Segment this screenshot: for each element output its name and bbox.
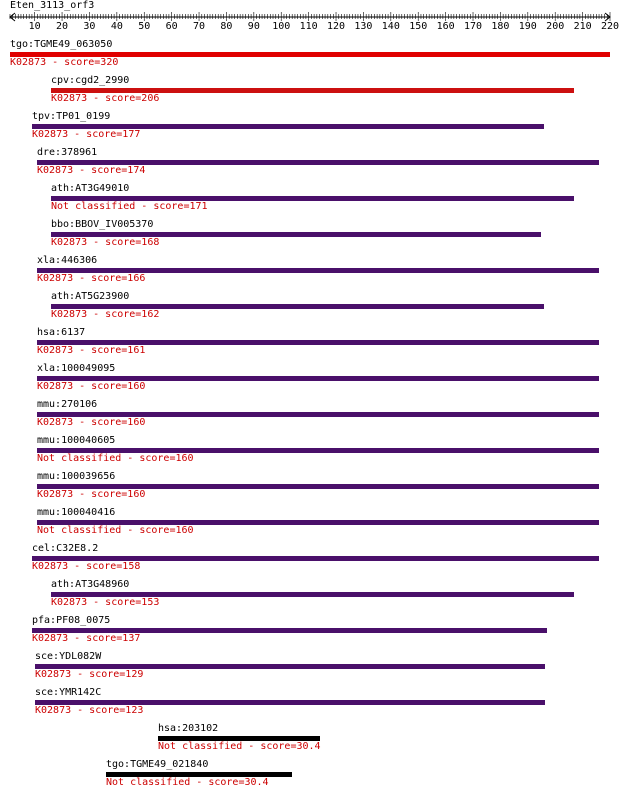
ruler-tick-label: 180 [491,21,510,32]
hit-name-link[interactable]: ath:AT3G48960 [51,579,130,590]
hit-name-link[interactable]: pfa:PF08_0075 [32,615,111,626]
hit-annotation-link[interactable]: K02873 - score=123 [35,705,144,716]
hit-annotation-link[interactable]: Not classified - score=30.4 [158,741,321,752]
hit-annotation-link[interactable]: K02873 - score=320 [10,57,119,68]
hit-name-link[interactable]: sce:YDL082W [35,651,102,662]
hit-annotation-link[interactable]: K02873 - score=153 [51,597,160,608]
hit-name-link[interactable]: cel:C32E8.2 [32,543,99,554]
hit-name-link[interactable]: mmu:100040605 [37,435,116,446]
hit-name-link[interactable]: mmu:270106 [37,399,98,410]
hit-annotation-link[interactable]: K02873 - score=160 [37,381,146,392]
ruler-tick-label: 120 [326,21,346,32]
ruler-tick-label: 50 [138,21,151,32]
ruler-tick-label: 160 [436,21,455,32]
ruler-tick-label: 30 [83,21,96,32]
query-name: Eten_3113_orf3 [10,0,95,11]
ruler-tick-label: 100 [272,21,291,32]
ruler-tick-label: 60 [165,21,178,32]
hit-name-link[interactable]: hsa:203102 [158,723,219,734]
hit-name-link[interactable]: tgo:TGME49_063050 [10,39,113,50]
ruler-tick-label: 200 [546,21,565,32]
ruler-tick-label: 130 [354,21,373,32]
hit-name-link[interactable]: xla:446306 [37,255,98,266]
hit-annotation-link[interactable]: K02873 - score=206 [51,93,160,104]
ruler-tick-label: 40 [110,21,123,32]
ruler-tick-label: 10 [28,21,41,32]
hit-annotation-link[interactable]: Not classified - score=160 [37,453,194,464]
hit-annotation-link[interactable]: Not classified - score=171 [51,201,208,212]
hit-name-link[interactable]: hsa:6137 [37,327,86,338]
hit-annotation-link[interactable]: K02873 - score=168 [51,237,160,248]
hit-annotation-link[interactable]: K02873 - score=174 [37,165,146,176]
hit-name-link[interactable]: xla:100049095 [37,363,116,374]
ruler-tick-label: 170 [463,21,483,32]
ruler-tick-label: 110 [299,21,318,32]
hit-name-link[interactable]: dre:378961 [37,147,98,158]
hit-annotation-link[interactable]: K02873 - score=158 [32,561,141,572]
ruler-tick-label: 20 [56,21,69,32]
hit-annotation-link[interactable]: Not classified - score=30.4 [106,777,269,788]
hit-annotation-link[interactable]: K02873 - score=161 [37,345,146,356]
hit-name-link[interactable]: tgo:TGME49_021840 [106,759,209,770]
hit-name-link[interactable]: cpv:cgd2_2990 [51,75,130,86]
ruler-tick-label: 190 [518,21,537,32]
hit-name-link[interactable]: mmu:100039656 [37,471,116,482]
ruler-tick-label: 80 [220,21,233,32]
hit-name-link[interactable]: tpv:TP01_0199 [32,111,111,122]
ruler-tick-label: 210 [573,21,592,32]
hit-name-link[interactable]: mmu:100040416 [37,507,116,518]
ruler-tick-label: 150 [409,21,428,32]
hit-annotation-link[interactable]: K02873 - score=177 [32,129,141,140]
hit-annotation-link[interactable]: K02873 - score=162 [51,309,160,320]
ruler-tick-label: 70 [193,21,206,32]
ruler-tick-label: 140 [381,21,400,32]
hit-name-link[interactable]: ath:AT3G49010 [51,183,130,194]
ruler-tick-label: 90 [247,21,260,32]
hit-annotation-link[interactable]: K02873 - score=160 [37,489,146,500]
hit-annotation-link[interactable]: K02873 - score=129 [35,669,144,680]
ruler-tick-label: 220 [600,21,620,32]
hit-name-link[interactable]: ath:AT5G23900 [51,291,130,302]
hit-annotation-link[interactable]: K02873 - score=166 [37,273,146,284]
hit-name-link[interactable]: sce:YMR142C [35,687,102,698]
hit-annotation-link[interactable]: K02873 - score=160 [37,417,146,428]
hit-annotation-link[interactable]: Not classified - score=160 [37,525,194,536]
hit-annotation-link[interactable]: K02873 - score=137 [32,633,141,644]
hit-name-link[interactable]: bbo:BBOV_IV005370 [51,219,154,230]
